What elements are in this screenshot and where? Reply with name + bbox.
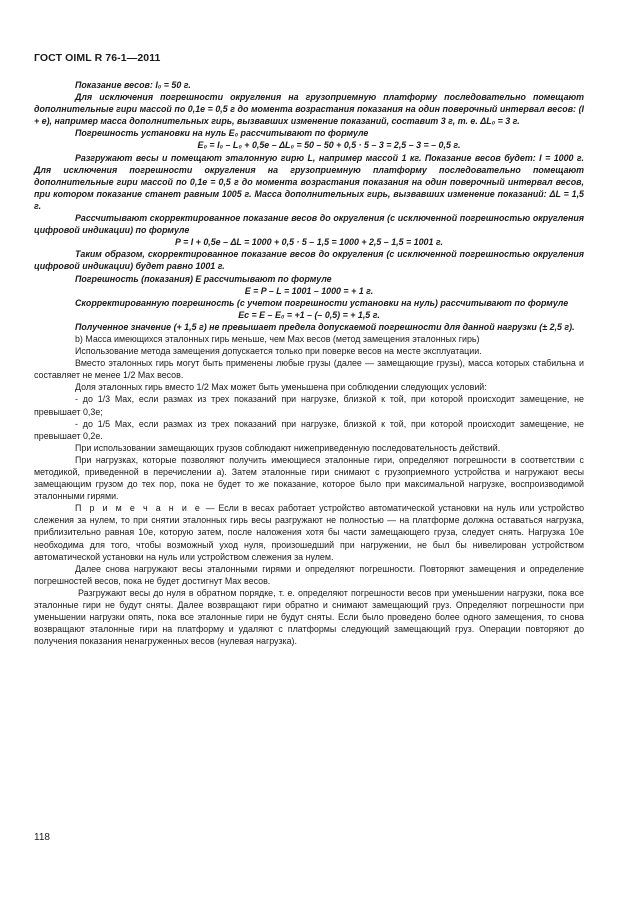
paragraph: Доля эталонных гирь вместо 1/2 Max может быть уменьшена при соблюдении следующих условий: [75, 382, 487, 393]
paragraph: Погрешность (показания) E рассчитывают по формуле [75, 273, 332, 284]
document-body [34, 79, 584, 647]
paragraph: При нагрузках, которые позволяют получить имеющиеся эталонные гири, определяют погрешности в соответствии с методикой, приведенной в перечислении a). Затем эталонные гири снимают с грузоприемного устройства и нагружают весы замещающим грузом до тех пор, пока не будет то же показание, которое было при максимальной нагрузке, воспроизводимой эталонными гирями. [34, 454, 584, 502]
paragraph: Разгружают весы до нуля в обратном порядке, т. е. определяют погрешности весов при уменьшении нагрузки, пока все эталонные гири не будут сняты. Далее возвращают гири обратно и снимают замещающий груз. Определяют погрешности при уменьшении нагрузки опять, пока все эталонные гири не будут сняты. Если было проведено более одного замещения, то снова возвращают эталонные гири на платформу и удаляют с платформы следующий замещающий груз. Операции повторяют до получения показания ненагруженных весов (нулевая нагрузка). [34, 587, 584, 647]
formula: E₀ = I₀ – L₀ + 0,5e – ΔL₀ = 50 – 50 + 0,5 · 5 – 3 = 2,5 – 3 = – 0,5 г. [197, 140, 461, 151]
paragraph: Скорректированную погрешность (с учетом погрешности установки на нуль) рассчитывают по формуле [75, 297, 569, 308]
paragraph: Для исключения погрешности округления на грузоприемную платформу последовательно помещают дополнительные гири массой по 0,1e = 0,5 г до момента возрастания показания на один поверочный интервал весов: (I + e), например масса дополнительных гирь, вызвавших изменение показаний, составит 3 г, т. е. ΔL₀ = 3 г. [34, 92, 584, 127]
paragraph: Рассчитывают скорректированное показание весов до округления (с исключенной погрешностью округления цифровой индикации) по формуле [34, 213, 584, 236]
paragraph: Использование метода замещения допускается только при поверке весов на месте эксплуатации. [75, 346, 482, 357]
paragraph: Разгружают весы и помещают эталонную гирю L, например массой 1 кг. Показание весов будет: I = 1000 г. Для исключения погрешности округления на грузоприемную платформу последовательно помещают дополнительные гири массой по 0,1e = 0,5 г до момента возрастания показания на один поверочный интервал весов, при котором показание станет равным 1005 г. Масса дополнительных гирь, вызвавших изменение показаний: ΔL = 1,5 г. [34, 152, 584, 211]
paragraph: Вместо эталонных гирь могут быть применены любые грузы (далее — замещающие грузы), масса которых стабильна и составляет не менее 1/2 Max весов. [34, 358, 584, 381]
paragraph: b) Масса имеющихся эталонных гирь меньше, чем Max весов (метод замещения эталонных гирь) [75, 333, 480, 344]
paragraph: Полученное значение (+ 1,5 г) не превышает предела допускаемой погрешности для данной нагрузки (± 2,5 г). [75, 321, 575, 332]
page-number: 118 [34, 832, 50, 843]
paragraph: Далее снова нагружают весы эталонными гирями и определяют погрешности. Повторяют замещения и определение погрешностей весов, пока не будет достигнут Max весов. [34, 563, 584, 586]
note-label: П р и м е ч а н и е [75, 503, 203, 514]
paragraph: Погрешность установки на нуль E₀ рассчитывают по формуле [75, 128, 369, 139]
paragraph: - до 1/3 Max, если размах из трех показаний при нагрузке, близкой к той, при которой происходит замещение, не превышает 0,3e; [34, 394, 584, 417]
note-paragraph [34, 502, 584, 562]
paragraph: Таким образом, скорректированное показание весов до округления (с исключенной погрешностью округления цифровой индикации) будет равно 1001 г. [34, 249, 584, 272]
document-header: ГОСТ OIML R 76-1—2011 [34, 52, 161, 64]
formula: P = I + 0,5e – ΔL = 1000 + 0,5 · 5 – 1,5 = 1000 + 2,5 – 1,5 = 1001 г. [175, 237, 443, 248]
formula: Ec = E – E₀ = +1 – (– 0,5) = + 1,5 г. [238, 309, 380, 320]
formula: E = P – L = 1001 – 1000 = + 1 г. [244, 285, 374, 296]
note-text: — Если в весах работает устройство автоматической установки на нуль или устройство слежения за нулем, то при снятии эталонных гирь весы разгружают не полностью — на платформе должна оставаться нагрузка, приблизительно равная 10e, которую затем, после наложения хотя бы части замещающего груза, следует снять. Нагрузка 10e необходима для того, чтобы возможный уход нуля, произошедший при нагружении, не был бы нивелирован устройством автоматической установки на нуль или устройством слежения за нулем. [34, 503, 585, 562]
paragraph: - до 1/5 Max, если размах из трех показаний при нагрузке, близкой к той, при которой происходит замещение, не превышает 0,2e. [34, 418, 584, 441]
paragraph: Показание весов: I₀ = 50 г. [75, 80, 191, 90]
paragraph: При использовании замещающих грузов соблюдают нижеприведенную последовательность действий. [75, 442, 501, 453]
